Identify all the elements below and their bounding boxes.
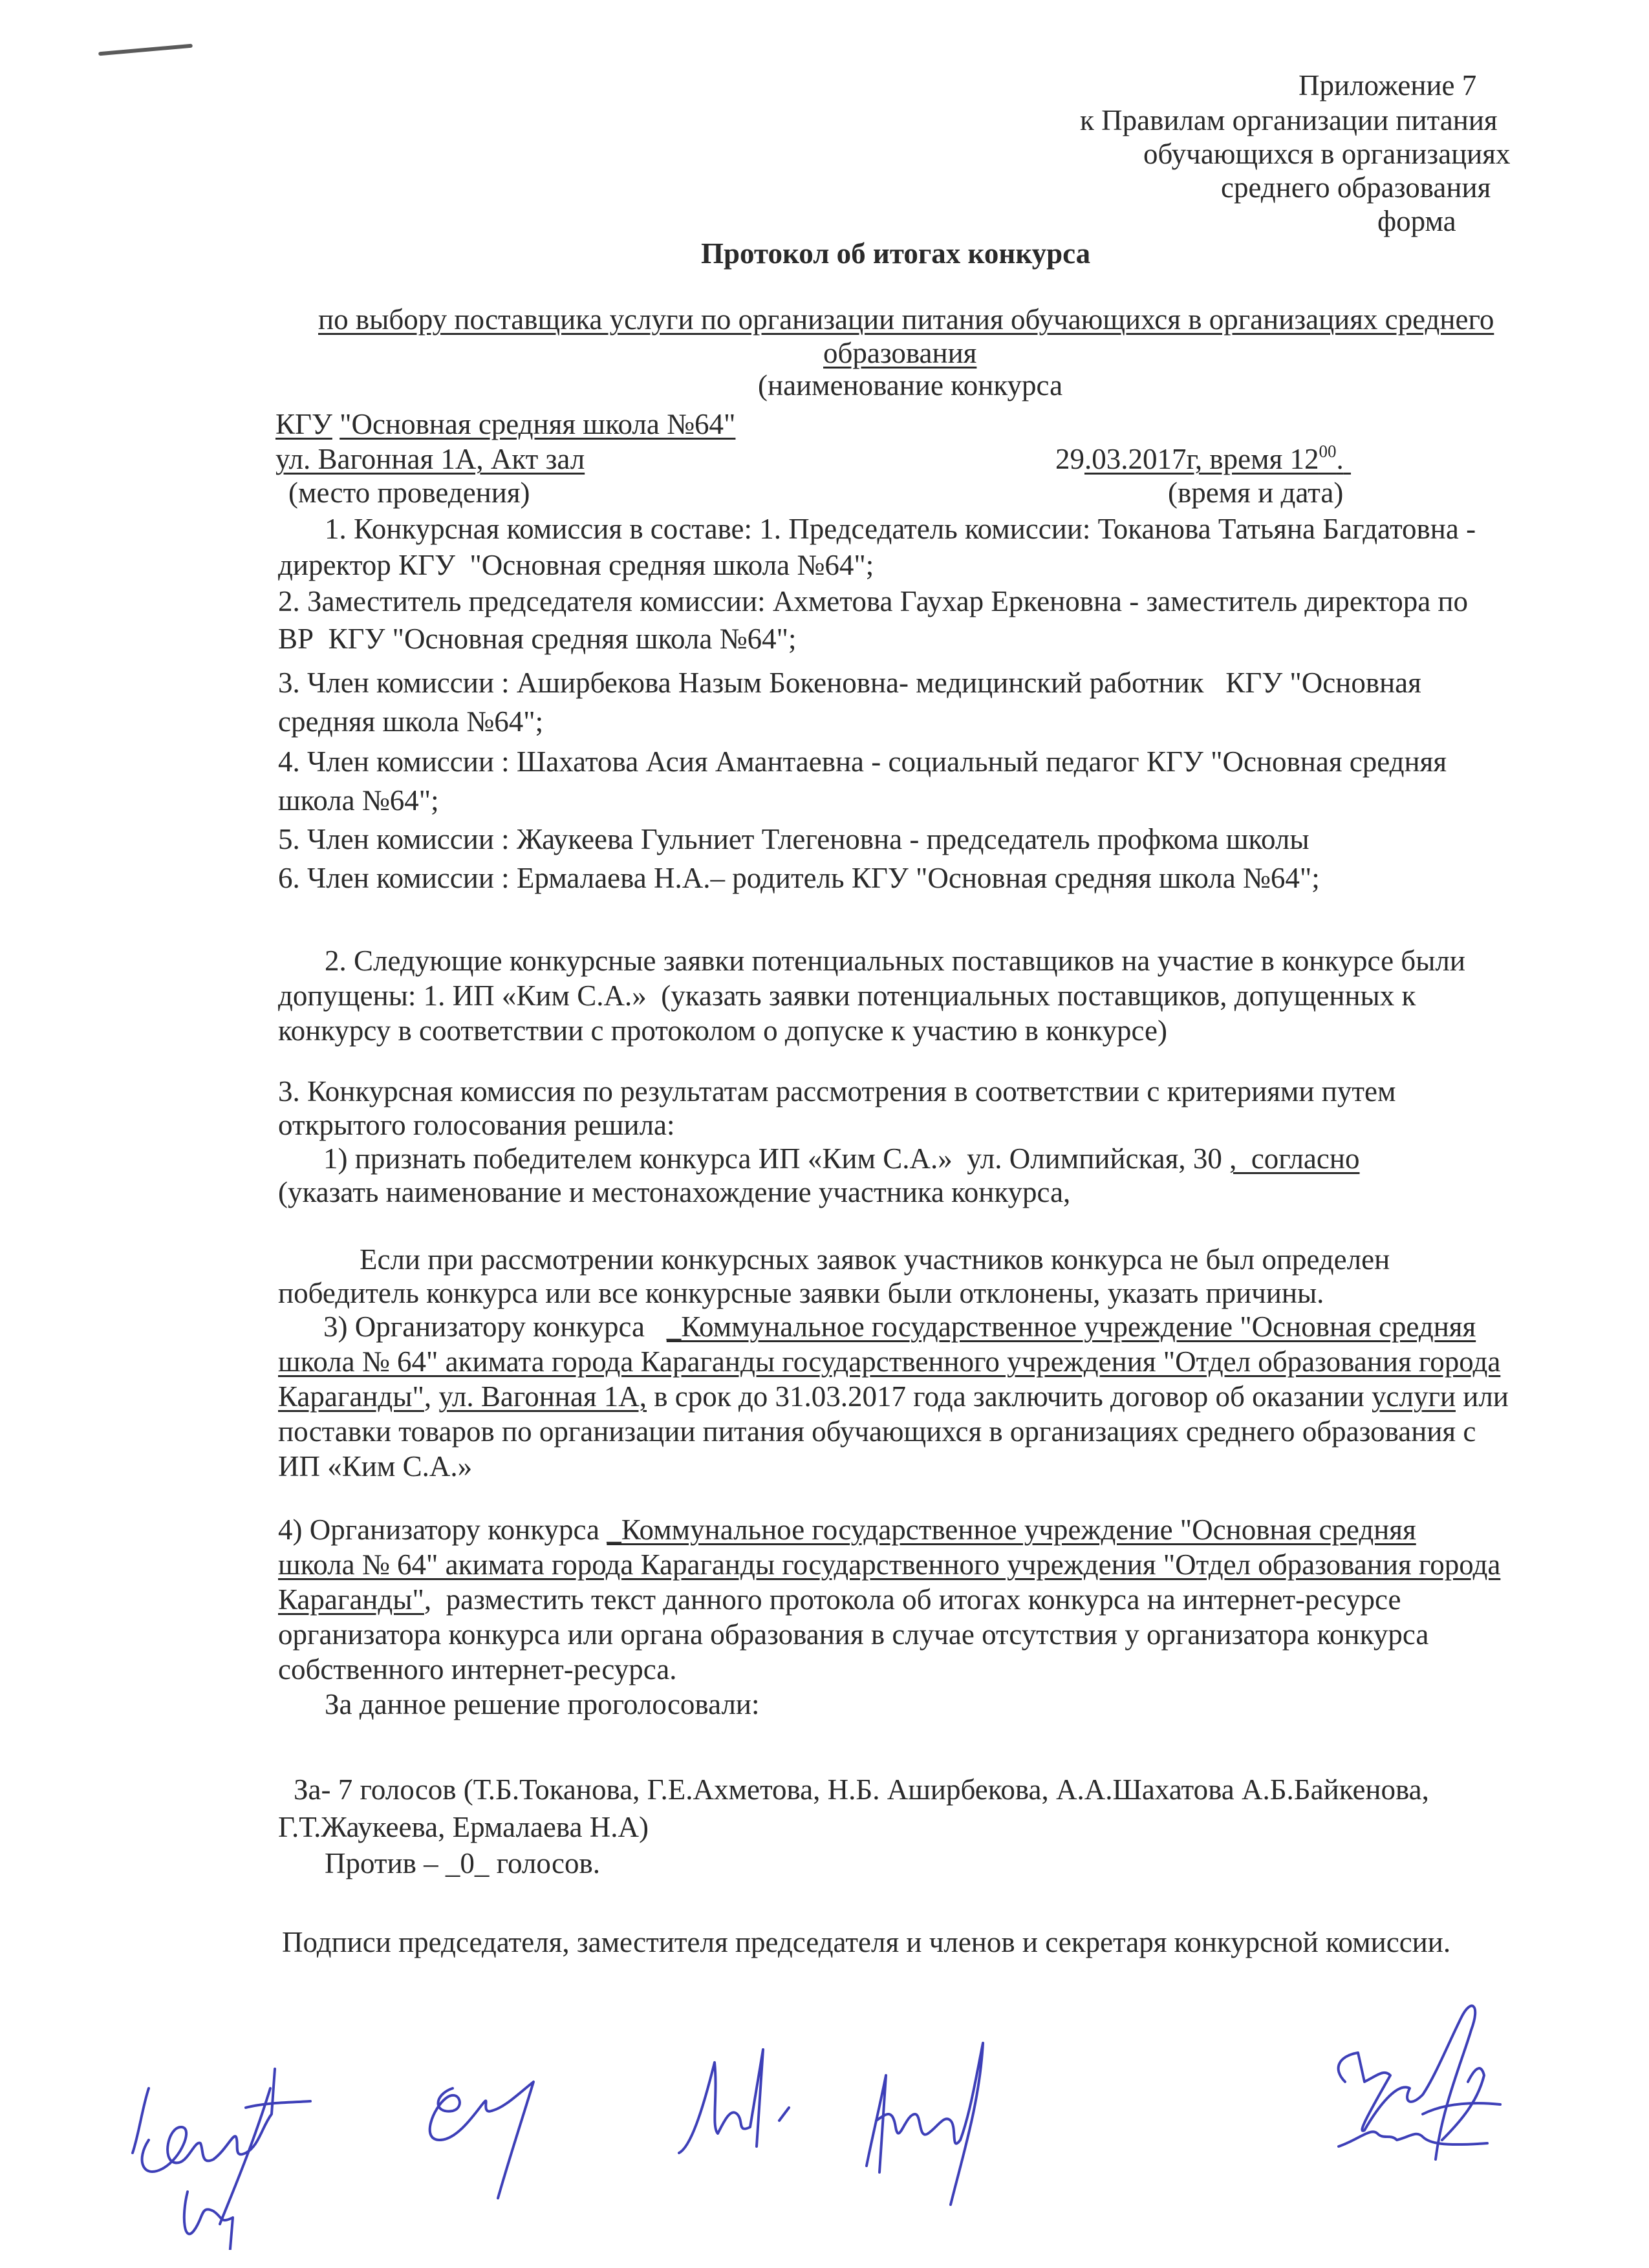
section3-line-2: открытого голосования решила: bbox=[278, 1109, 675, 1141]
voting-against-count: _0_ bbox=[445, 1847, 490, 1879]
section3-item4-line-5: собственного интернет-ресурса. bbox=[278, 1653, 677, 1685]
datetime-minutes: 00 bbox=[1319, 442, 1337, 461]
signatures-caption: Подписи председателя, заместителя председателя и членов и секретаря конкурсной комиссии. bbox=[282, 1926, 1451, 1958]
item4-rest: , разместить текст данного протокола об итогах конкурса на интернет-ресурсе bbox=[424, 1583, 1401, 1616]
section1-line-5: 3. Член комиссии : Аширбекова Назым Бокеновна- медицинский работник КГУ "Основная bbox=[278, 667, 1421, 699]
appendix-line-1: Приложение 7 bbox=[1299, 69, 1477, 102]
voting-for-line-2: Г.Т.Жаукеева, Ермалаева Н.А) bbox=[278, 1811, 649, 1843]
datetime-rest bbox=[1084, 443, 1351, 475]
item3-end: или bbox=[1455, 1380, 1509, 1413]
section1-line-10: 6. Член комиссии : Ермалаева Н.А.– родитель КГУ "Основная средняя школа №64"; bbox=[278, 862, 1320, 894]
datetime-tail: . bbox=[1336, 443, 1344, 475]
voting-against bbox=[325, 1845, 600, 1881]
item3-sep: , bbox=[424, 1380, 439, 1413]
appendix-line-5: форма bbox=[1377, 205, 1456, 237]
section3-item4-line-4: организатора конкурса или органа образования в случае отсутствия у организатора конкурса bbox=[278, 1618, 1429, 1651]
section1-line-4: ВР КГУ "Основная средняя школа №64"; bbox=[278, 623, 797, 655]
section3-item1-underlined: , согласно bbox=[1229, 1142, 1360, 1175]
section1-line-3: 2. Заместитель председателя комиссии: Ахметова Гаухар Еркеновна - заместитель директора по bbox=[278, 585, 1469, 617]
section3-item1 bbox=[323, 1140, 1359, 1177]
appendix-line-3: обучающихся в организациях bbox=[1143, 138, 1511, 170]
signature-5 bbox=[1326, 1991, 1520, 2185]
section1-line-7: 4. Член комиссии : Шахатова Асия Амантаевна - социальный педагог КГУ "Основная средняя bbox=[278, 745, 1447, 778]
section3-item4-line-3 bbox=[278, 1581, 1401, 1618]
section3-item3-line-1 bbox=[323, 1309, 1476, 1345]
item4-prefix: 4) Организатору конкурса bbox=[278, 1514, 607, 1546]
section3-line-1: 3. Конкурсная комиссия по результатам рассмотрения в соответствии с критериями путем bbox=[278, 1075, 1396, 1107]
datetime-value bbox=[1055, 441, 1351, 477]
venue-caption: (место проведения) bbox=[288, 476, 530, 509]
section3-item1-text: 1) признать победителем конкурса ИП «Ким С.А.» ул. Олимпийская, 30 bbox=[323, 1142, 1230, 1175]
section3-note-line-2: победитель конкурса или все конкурсные заявки были отклонены, указать причины. bbox=[278, 1277, 1324, 1309]
signature-4 bbox=[854, 2037, 996, 2211]
voting-against-suffix: голосов. bbox=[489, 1847, 600, 1879]
section1-line-6: средняя школа №64"; bbox=[278, 705, 544, 738]
section1-line-2: директор КГУ "Основная средняя школа №64"; bbox=[278, 549, 874, 581]
item3-address: ул. Вагонная 1А, bbox=[438, 1380, 647, 1413]
venue-org-prefix: КГУ bbox=[275, 408, 332, 440]
venue-org-name: "Основная средняя школа №64" bbox=[339, 408, 736, 440]
section1-line-9: 5. Член комиссии : Жаукеева Гульниет Тлегеновна - председатель профкома школы bbox=[278, 823, 1310, 855]
datetime-day: 29 bbox=[1055, 443, 1084, 475]
signature-1 bbox=[123, 2030, 317, 2250]
appendix-line-2: к Правилам организации питания bbox=[1080, 104, 1498, 136]
page-title: Протокол об итогах конкурса bbox=[701, 237, 1091, 270]
item3-prefix: 3) Организатору конкурса bbox=[323, 1311, 667, 1343]
section3-note-line-1: Если при рассмотрении конкурсных заявок участников конкурса не был определен bbox=[360, 1243, 1390, 1276]
section3-item1-caption: (указать наименование и местонахождение участника конкурса, bbox=[278, 1176, 1071, 1208]
contest-name-line-2: образования bbox=[823, 337, 977, 369]
section3-item3-line-5: ИП «Ким С.А.» bbox=[278, 1450, 473, 1482]
section1-line-8: школа №64"; bbox=[278, 784, 439, 817]
item3-mid: в срок до 31.03.2017 года заключить договор об оказании bbox=[647, 1380, 1372, 1413]
item3-service: услуги bbox=[1372, 1380, 1456, 1413]
signature-3 bbox=[666, 2037, 808, 2166]
item4-org-line-1: _Коммунальное государственное учреждение "Основная средняя bbox=[607, 1514, 1416, 1546]
datetime-date-time: .03.2017г, время 12 bbox=[1084, 443, 1319, 475]
voting-for-line-1: За- 7 голосов (Т.Б.Токанова, Г.Е.Ахметова, Н.Б. Аширбекова, А.А.Шахатова А.Б.Байкенова, bbox=[294, 1773, 1429, 1806]
section3-item4-line-1 bbox=[278, 1512, 1416, 1548]
venue-address: ул. Вагонная 1А, Акт зал bbox=[275, 443, 585, 475]
section3-item3-line-4: поставки товаров по организации питания обучающихся в организациях среднего образования с bbox=[278, 1415, 1476, 1448]
scan-mark bbox=[98, 44, 193, 56]
section3-item3-line-2: школа № 64" акимата города Караганды государственного учреждения "Отдел образования города bbox=[278, 1345, 1501, 1378]
section3-item4-line-2: школа № 64" акимата города Караганды государственного учреждения "Отдел образования города bbox=[278, 1548, 1501, 1581]
section3-item3-line-3 bbox=[278, 1378, 1509, 1415]
section2-line-1: 2. Следующие конкурсные заявки потенциальных поставщиков на участие в конкурсе были bbox=[325, 945, 1465, 977]
appendix-line-4: среднего образования bbox=[1221, 171, 1491, 204]
item3-org-line-1: _Коммунальное государственное учреждение "Основная средняя bbox=[666, 1311, 1476, 1343]
venue-org bbox=[275, 406, 735, 442]
signature-2 bbox=[414, 2049, 569, 2211]
contest-name-line-1: по выбору поставщика услуги по организации питания обучающихся в организациях среднего bbox=[318, 303, 1494, 336]
voting-against-prefix: Против – bbox=[325, 1847, 446, 1879]
datetime-caption: (время и дата) bbox=[1168, 476, 1344, 509]
section2-line-3: конкурсу в соответствии с протоколом о допуске к участию в конкурсе) bbox=[278, 1014, 1167, 1047]
item4-org-line-3: Караганды" bbox=[278, 1583, 424, 1616]
item3-org-line-3: Караганды" bbox=[278, 1380, 424, 1413]
datetime-trailing bbox=[1344, 443, 1351, 475]
voting-heading: За данное решение проголосовали: bbox=[325, 1688, 760, 1720]
contest-name-caption: (наименование конкурса bbox=[758, 369, 1063, 401]
section1-line-1: 1. Конкурсная комиссия в составе: 1. Председатель комиссии: Токанова Татьяна Багдатовна - bbox=[325, 513, 1476, 545]
section2-line-2: допущены: 1. ИП «Ким С.А.» (указать заявки потенциальных поставщиков, допущенных к bbox=[278, 979, 1416, 1012]
